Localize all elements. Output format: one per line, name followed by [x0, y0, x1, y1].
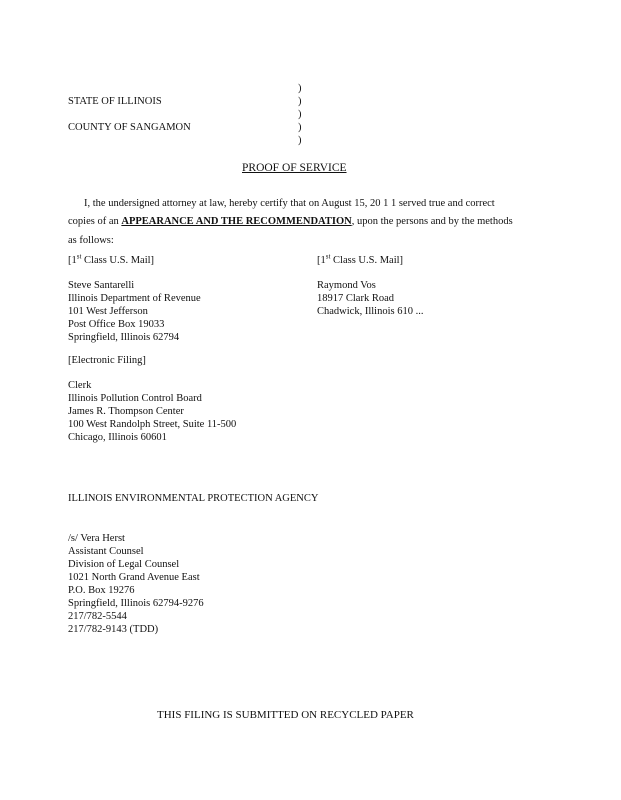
caption-paren: ): [298, 83, 302, 94]
service-method-right: [317, 254, 403, 267]
address-line: Springfield, Illinois 62794: [68, 332, 180, 343]
service-method-electronic: [Electronic Filing]: [68, 355, 146, 366]
service-method-text: Class U.S. Mail]: [330, 255, 404, 266]
recycled-paper-footer: THIS FILING IS SUBMITTED ON RECYCLED PAPER: [157, 709, 414, 721]
caption-parens: [298, 82, 302, 147]
signature-block: [68, 532, 204, 636]
address-line: 100 West Randolph Street, Suite 11-500: [68, 419, 237, 430]
signature-line: 217/782-9143 (TDD): [68, 624, 159, 635]
signature-line: 1021 North Grand Avenue East: [68, 572, 200, 583]
address-line: Raymond Vos: [317, 280, 376, 291]
certification-text: , upon the persons and by the methods: [351, 216, 513, 227]
caption-county: COUNTY OF SANGAMON: [68, 122, 191, 133]
service-method-left: [68, 254, 154, 267]
signature-line: Assistant Counsel: [68, 546, 144, 557]
signature-line: 217/782-5544: [68, 611, 127, 622]
address-line: Post Office Box 19033: [68, 319, 165, 330]
address-line: Steve Santarelli: [68, 280, 135, 291]
ordinal-suffix: st: [325, 252, 331, 261]
ordinal-suffix: st: [76, 252, 82, 261]
caption-paren: ): [298, 122, 302, 133]
caption-paren: ): [298, 135, 302, 146]
recipient-left-address: [68, 279, 201, 344]
address-line: Clerk: [68, 380, 92, 391]
certification-line-2: [68, 215, 513, 228]
address-line: 101 West Jefferson: [68, 306, 148, 317]
address-line: 18917 Clark Road: [317, 293, 394, 304]
agency-name: ILLINOIS ENVIRONMENTAL PROTECTION AGENCY: [68, 493, 319, 504]
caption-state: STATE OF ILLINOIS: [68, 96, 162, 107]
signature-line: /s/ Vera Herst: [68, 533, 125, 544]
certification-line-1: I, the undersigned attorney at law, hereby certify that on August 15, 20 1 1 served true and correct: [84, 198, 495, 209]
certification-text: copies of an: [68, 216, 122, 227]
address-line: James R. Thompson Center: [68, 406, 184, 417]
served-document-title: APPEARANCE AND THE RECOMMENDATION: [121, 216, 352, 227]
service-method-text: Class U.S. Mail]: [81, 255, 155, 266]
signature-line: Springfield, Illinois 62794-9276: [68, 598, 204, 609]
recipient-clerk-address: [68, 379, 236, 444]
address-line: Illinois Pollution Control Board: [68, 393, 202, 404]
caption-paren: ): [298, 96, 302, 107]
address-line: Illinois Department of Revenue: [68, 293, 201, 304]
service-method-text: [1: [68, 255, 77, 266]
recipient-right-address: [317, 279, 423, 318]
service-method-text: [1: [317, 255, 326, 266]
signature-line: Division of Legal Counsel: [68, 559, 180, 570]
certification-line-3: as follows:: [68, 235, 114, 246]
address-line: Chicago, Illinois 60601: [68, 432, 167, 443]
signature-line: P.O. Box 19276: [68, 585, 135, 596]
document-title: PROOF OF SERVICE: [242, 162, 347, 174]
caption-paren: ): [298, 109, 302, 120]
address-line: Chadwick, Illinois 610 ...: [317, 306, 424, 317]
